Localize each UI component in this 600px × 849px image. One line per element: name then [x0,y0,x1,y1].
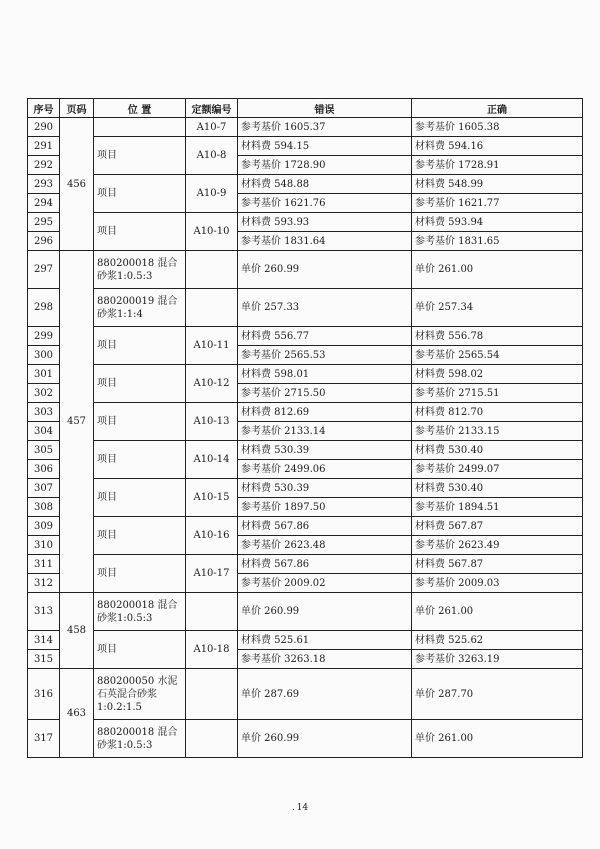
cell-correct: 单价 287.70 [412,669,583,720]
cell-wrong: 材料费 530.39 [238,479,412,498]
cell-quota: A10-13 [186,403,238,441]
table-row [28,479,583,498]
cell-seq: 291 [28,137,60,156]
cell-position: 880200018 混合砂浆1:0.5:3 [94,720,186,758]
cell-page: 463 [60,669,94,758]
cell-wrong: 单价 260.99 [238,251,412,289]
cell-wrong: 参考基价 1897.50 [238,498,412,517]
cell-correct: 参考基价 3263.19 [412,650,583,669]
cell-seq: 303 [28,403,60,422]
cell-quota [186,720,238,758]
table-row [28,669,583,720]
cell-position: 项目 [94,517,186,555]
header-correct: 正确 [412,99,583,118]
cell-wrong: 参考基价 2623.48 [238,536,412,555]
cell-position [94,118,186,137]
cell-wrong: 参考基价 2009.02 [238,574,412,593]
cell-seq: 290 [28,118,60,137]
footer-mark: . [291,803,295,813]
cell-seq: 297 [28,251,60,289]
cell-correct: 材料费 598.02 [412,365,583,384]
cell-page: 458 [60,593,94,669]
header-wrong: 错误 [238,99,412,118]
cell-wrong: 参考基价 1621.76 [238,194,412,213]
cell-wrong: 单价 257.33 [238,289,412,327]
cell-wrong: 材料费 530.39 [238,441,412,460]
cell-position: 项目 [94,175,186,213]
cell-correct: 参考基价 1605.38 [412,118,583,137]
table-row [28,593,583,631]
cell-seq: 305 [28,441,60,460]
cell-wrong: 材料费 598.01 [238,365,412,384]
cell-correct: 单价 261.00 [412,593,583,631]
cell-wrong: 材料费 556.77 [238,327,412,346]
cell-quota: A10-8 [186,137,238,175]
cell-position: 项目 [94,327,186,365]
page-number: 14 [296,803,309,813]
cell-wrong: 材料费 594.15 [238,137,412,156]
cell-correct: 材料费 556.78 [412,327,583,346]
cell-wrong: 参考基价 2715.50 [238,384,412,403]
cell-wrong: 参考基价 1728.90 [238,156,412,175]
cell-correct: 参考基价 1894.51 [412,498,583,517]
cell-wrong: 参考基价 2565.53 [238,346,412,365]
cell-correct: 参考基价 2499.07 [412,460,583,479]
cell-position: 项目 [94,365,186,403]
cell-wrong: 参考基价 2133.14 [238,422,412,441]
cell-page: 456 [60,118,94,251]
cell-seq: 312 [28,574,60,593]
cell-wrong: 参考基价 1831.64 [238,232,412,251]
cell-position: 880200018 混合砂浆1:0.5:3 [94,251,186,289]
cell-seq: 313 [28,593,60,631]
cell-seq: 316 [28,669,60,720]
cell-correct: 材料费 593.94 [412,213,583,232]
table-header-row [28,99,583,118]
table-row [28,555,583,574]
cell-seq: 298 [28,289,60,327]
cell-page: 457 [60,251,94,593]
header-page: 页码 [60,99,94,118]
cell-seq: 309 [28,517,60,536]
cell-seq: 295 [28,213,60,232]
cell-quota: A10-9 [186,175,238,213]
cell-correct: 单价 261.00 [412,251,583,289]
cell-wrong: 材料费 567.86 [238,555,412,574]
cell-wrong: 材料费 567.86 [238,517,412,536]
table-row [28,289,583,327]
table-row [28,403,583,422]
cell-wrong: 单价 260.99 [238,720,412,758]
cell-position: 880200050 水泥石英混合砂浆1:0.2:1.5 [94,669,186,720]
cell-wrong: 材料费 812.69 [238,403,412,422]
cell-correct: 参考基价 2009.03 [412,574,583,593]
table-row [28,175,583,194]
cell-correct: 材料费 594.16 [412,137,583,156]
table-row [28,327,583,346]
cell-correct: 参考基价 1728.91 [412,156,583,175]
cell-position: 880200019 混合砂浆1:1:4 [94,289,186,327]
cell-correct: 材料费 530.40 [412,441,583,460]
cell-quota: A10-11 [186,327,238,365]
cell-position: 880200018 混合砂浆1:0.5:3 [94,593,186,631]
cell-quota [186,251,238,289]
cell-seq: 311 [28,555,60,574]
cell-seq: 301 [28,365,60,384]
cell-correct: 单价 257.34 [412,289,583,327]
cell-correct: 材料费 525.62 [412,631,583,650]
cell-correct: 参考基价 2715.51 [412,384,583,403]
cell-quota: A10-14 [186,441,238,479]
cell-seq: 294 [28,194,60,213]
cell-seq: 315 [28,650,60,669]
table-row [28,365,583,384]
cell-quota [186,669,238,720]
table-row [28,517,583,536]
cell-position: 项目 [94,137,186,175]
cell-quota [186,289,238,327]
cell-correct: 参考基价 2623.49 [412,536,583,555]
cell-wrong: 参考基价 3263.18 [238,650,412,669]
table-row [28,137,583,156]
header-quota-code: 定额编号 [186,99,238,118]
header-seq: 序号 [28,99,60,118]
cell-seq: 293 [28,175,60,194]
cell-quota: A10-18 [186,631,238,669]
cell-correct: 参考基价 1621.77 [412,194,583,213]
header-position: 位 置 [94,99,186,118]
cell-position: 项目 [94,555,186,593]
cell-seq: 307 [28,479,60,498]
cell-position: 项目 [94,403,186,441]
page-footer [0,803,600,813]
cell-quota: A10-16 [186,517,238,555]
cell-seq: 302 [28,384,60,403]
cell-seq: 314 [28,631,60,650]
cell-wrong: 材料费 525.61 [238,631,412,650]
cell-seq: 306 [28,460,60,479]
cell-wrong: 参考基价 1605.37 [238,118,412,137]
cell-seq: 304 [28,422,60,441]
cell-wrong: 材料费 593.93 [238,213,412,232]
cell-quota: A10-12 [186,365,238,403]
cell-quota: A10-17 [186,555,238,593]
cell-seq: 310 [28,536,60,555]
cell-quota: A10-10 [186,213,238,251]
cell-position: 项目 [94,479,186,517]
table-row [28,118,583,137]
cell-wrong: 参考基价 2499.06 [238,460,412,479]
cell-quota: A10-15 [186,479,238,517]
cell-seq: 292 [28,156,60,175]
cell-seq: 299 [28,327,60,346]
table-row [28,251,583,289]
cell-correct: 材料费 567.87 [412,517,583,536]
cell-correct: 材料费 812.70 [412,403,583,422]
cell-quota [186,593,238,631]
cell-seq: 296 [28,232,60,251]
cell-correct: 参考基价 2565.54 [412,346,583,365]
cell-correct: 材料费 567.87 [412,555,583,574]
table-row [28,631,583,650]
cell-correct: 参考基价 1831.65 [412,232,583,251]
cell-position: 项目 [94,631,186,669]
table-row [28,720,583,758]
cell-correct: 材料费 548.99 [412,175,583,194]
cell-correct: 材料费 530.40 [412,479,583,498]
cell-correct: 参考基价 2133.15 [412,422,583,441]
table-row [28,213,583,232]
errata-table [27,98,583,758]
cell-wrong: 单价 287.69 [238,669,412,720]
cell-seq: 308 [28,498,60,517]
cell-wrong: 单价 260.99 [238,593,412,631]
cell-quota: A10-7 [186,118,238,137]
cell-seq: 317 [28,720,60,758]
cell-position: 项目 [94,213,186,251]
cell-seq: 300 [28,346,60,365]
cell-position: 项目 [94,441,186,479]
cell-wrong: 材料费 548.88 [238,175,412,194]
table-row [28,441,583,460]
cell-correct: 单价 261.00 [412,720,583,758]
